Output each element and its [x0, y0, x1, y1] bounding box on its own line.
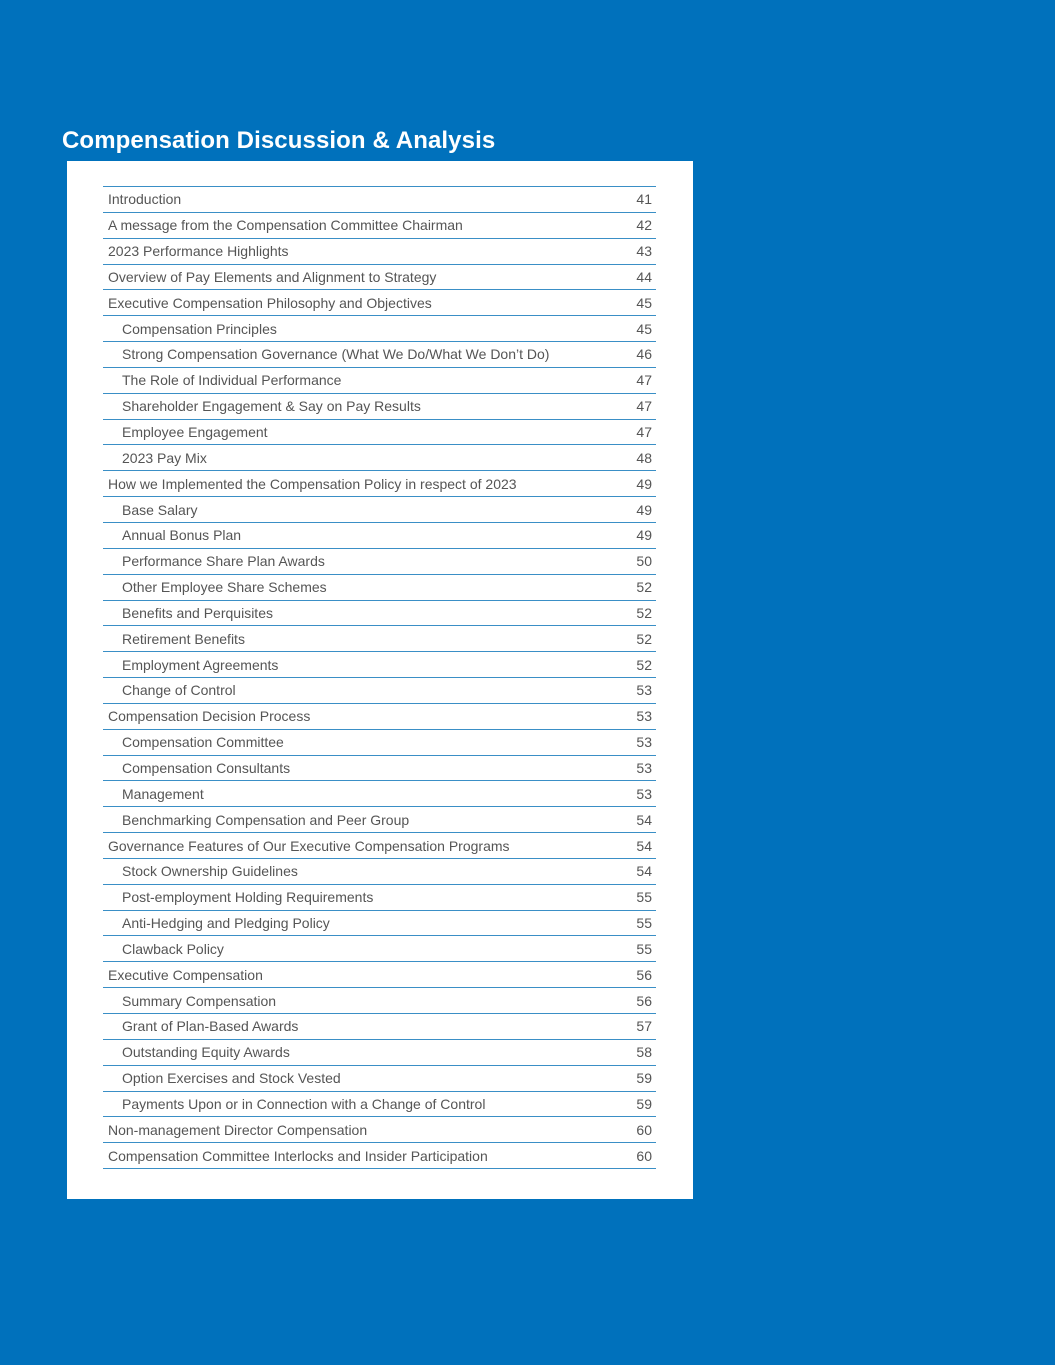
- toc-entry-label: 2023 Performance Highlights: [108, 243, 289, 260]
- toc-entry[interactable]: [103, 652, 656, 678]
- toc-entry[interactable]: [103, 704, 656, 730]
- toc-entry[interactable]: [103, 962, 656, 988]
- page-title: Compensation Discussion & Analysis: [62, 127, 496, 154]
- toc-entry-page-number: 49: [636, 475, 652, 492]
- toc-entry-page-number: 48: [636, 449, 652, 466]
- toc-entry-label: How we Implemented the Compensation Policy in respect of 2023: [108, 475, 517, 492]
- toc-entry-page-number: 53: [636, 734, 652, 751]
- toc-entry-label: Benefits and Perquisites: [122, 604, 273, 621]
- toc-entry-page-number: 45: [636, 294, 652, 311]
- toc-entry-page-number: 54: [636, 837, 652, 854]
- toc-entry[interactable]: [103, 1014, 656, 1040]
- toc-entry-label: Benchmarking Compensation and Peer Group: [122, 811, 410, 828]
- toc-entry-page-number: 55: [636, 889, 652, 906]
- toc-entry-page-number: 53: [636, 708, 652, 725]
- toc-entry-label: Anti-Hedging and Pledging Policy: [122, 915, 330, 932]
- toc-entry-label: 2023 Pay Mix: [122, 449, 207, 466]
- toc-entry[interactable]: [103, 523, 656, 549]
- toc-entry-page-number: 41: [636, 191, 652, 208]
- toc-entry-page-number: 58: [636, 1044, 652, 1061]
- toc-entry-label: Strong Compensation Governance (What We Do/What We Don’t Do): [122, 346, 550, 363]
- toc-entry[interactable]: [103, 420, 656, 446]
- toc-entry[interactable]: [103, 471, 656, 497]
- toc-entry[interactable]: [103, 1143, 656, 1169]
- toc-entry[interactable]: [103, 239, 656, 265]
- toc-entry-label: A message from the Compensation Committee Chairman: [108, 217, 463, 234]
- toc-entry[interactable]: [103, 1092, 656, 1118]
- toc-entry-page-number: 49: [636, 501, 652, 518]
- toc-entry-label: Compensation Committee: [122, 734, 284, 751]
- toc-entry[interactable]: [103, 549, 656, 575]
- toc-entry-page-number: 53: [636, 682, 652, 699]
- toc-entry-label: Option Exercises and Stock Vested: [122, 1070, 341, 1087]
- toc-entry-page-number: 46: [636, 346, 652, 363]
- toc-entry-page-number: 57: [636, 1018, 652, 1035]
- toc-entry[interactable]: [103, 187, 656, 213]
- toc-entry[interactable]: [103, 988, 656, 1014]
- toc-entry-label: Compensation Decision Process: [108, 708, 311, 725]
- toc-entry[interactable]: [103, 575, 656, 601]
- toc-entry[interactable]: [103, 885, 656, 911]
- toc-entry-label: Outstanding Equity Awards: [122, 1044, 290, 1061]
- toc-entry[interactable]: [103, 807, 656, 833]
- toc-entry-label: Executive Compensation: [108, 966, 263, 983]
- toc-entry-page-number: 52: [636, 579, 652, 596]
- toc-entry-label: Compensation Committee Interlocks and Insider Participation: [108, 1147, 488, 1164]
- toc-entry[interactable]: [103, 859, 656, 885]
- table-of-contents: [103, 186, 656, 1169]
- toc-entry[interactable]: [103, 497, 656, 523]
- toc-entry-page-number: 42: [636, 217, 652, 234]
- toc-entry-label: Compensation Principles: [122, 320, 277, 337]
- toc-entry[interactable]: [103, 936, 656, 962]
- toc-entry-page-number: 43: [636, 243, 652, 260]
- toc-entry-page-number: 53: [636, 785, 652, 802]
- toc-entry[interactable]: [103, 213, 656, 239]
- toc-entry-label: Performance Share Plan Awards: [122, 553, 325, 570]
- toc-entry-label: Compensation Consultants: [122, 759, 291, 776]
- toc-entry-label: Payments Upon or in Connection with a Change of Control: [122, 1095, 486, 1112]
- toc-entry-label: Shareholder Engagement & Say on Pay Results: [122, 398, 421, 415]
- toc-entry-page-number: 56: [636, 992, 652, 1009]
- toc-entry-label: The Role of Individual Performance: [122, 372, 342, 389]
- toc-entry-page-number: 44: [636, 268, 652, 285]
- toc-entry[interactable]: [103, 1117, 656, 1143]
- toc-entry[interactable]: [103, 1066, 656, 1092]
- toc-entry-page-number: 47: [636, 372, 652, 389]
- toc-entry-page-number: 50: [636, 553, 652, 570]
- toc-entry-page-number: 47: [636, 424, 652, 441]
- toc-entry[interactable]: [103, 1040, 656, 1066]
- toc-entry-label: Stock Ownership Guidelines: [122, 863, 298, 880]
- toc-entry-label: Overview of Pay Elements and Alignment to Strategy: [108, 268, 437, 285]
- toc-entry-page-number: 54: [636, 811, 652, 828]
- toc-entry-label: Employment Agreements: [122, 656, 279, 673]
- toc-entry-page-number: 60: [636, 1121, 652, 1138]
- toc-entry-label: Post-employment Holding Requirements: [122, 889, 374, 906]
- toc-entry-page-number: 55: [636, 915, 652, 932]
- toc-entry[interactable]: [103, 342, 656, 368]
- toc-entry[interactable]: [103, 601, 656, 627]
- toc-entry[interactable]: [103, 445, 656, 471]
- toc-entry[interactable]: [103, 678, 656, 704]
- toc-entry-page-number: 45: [636, 320, 652, 337]
- toc-entry-label: Clawback Policy: [122, 940, 224, 957]
- toc-entry-page-number: 52: [636, 630, 652, 647]
- toc-entry-page-number: 52: [636, 656, 652, 673]
- toc-entry-label: Other Employee Share Schemes: [122, 579, 327, 596]
- toc-entry[interactable]: [103, 911, 656, 937]
- toc-entry-page-number: 47: [636, 398, 652, 415]
- toc-entry-page-number: 56: [636, 966, 652, 983]
- toc-entry[interactable]: [103, 316, 656, 342]
- toc-entry-page-number: 59: [636, 1070, 652, 1087]
- toc-entry[interactable]: [103, 781, 656, 807]
- toc-entry-label: Annual Bonus Plan: [122, 527, 242, 544]
- toc-entry[interactable]: [103, 265, 656, 291]
- toc-entry-label: Retirement Benefits: [122, 630, 245, 647]
- toc-entry[interactable]: [103, 394, 656, 420]
- toc-entry-page-number: 54: [636, 863, 652, 880]
- toc-entry-page-number: 49: [636, 527, 652, 544]
- toc-entry-label: Base Salary: [122, 501, 198, 518]
- toc-entry-label: Employee Engagement: [122, 424, 268, 441]
- toc-entry-page-number: 52: [636, 604, 652, 621]
- toc-entry-label: Summary Compensation: [122, 992, 277, 1009]
- toc-entry[interactable]: [103, 833, 656, 859]
- toc-panel: [67, 161, 693, 1199]
- toc-entry[interactable]: [103, 756, 656, 782]
- toc-entry[interactable]: [103, 368, 656, 394]
- toc-entry-label: Non-management Director Compensation: [108, 1121, 368, 1138]
- toc-entry-page-number: 55: [636, 940, 652, 957]
- toc-entry[interactable]: [103, 290, 656, 316]
- toc-entry-label: Management: [122, 785, 204, 802]
- toc-entry-label: Governance Features of Our Executive Compensation Programs: [108, 837, 510, 854]
- toc-entry-label: Executive Compensation Philosophy and Objectives: [108, 294, 432, 311]
- toc-entry-page-number: 53: [636, 759, 652, 776]
- toc-entry[interactable]: [103, 730, 656, 756]
- toc-entry-label: Introduction: [108, 191, 182, 208]
- toc-entry-label: Change of Control: [122, 682, 236, 699]
- toc-entry-page-number: 60: [636, 1147, 652, 1164]
- toc-entry-page-number: 59: [636, 1095, 652, 1112]
- toc-entry-label: Grant of Plan-Based Awards: [122, 1018, 299, 1035]
- toc-entry[interactable]: [103, 626, 656, 652]
